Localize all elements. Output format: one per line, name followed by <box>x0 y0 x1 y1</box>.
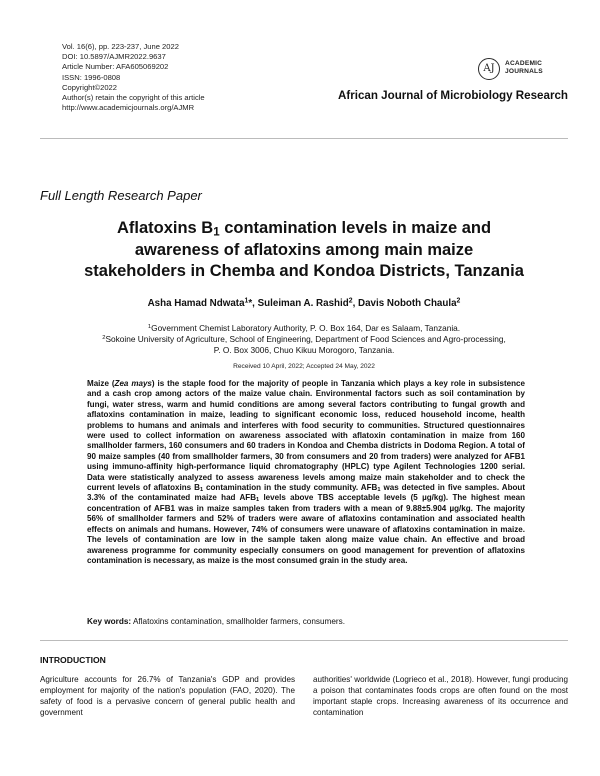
logo-wordmark <box>505 60 543 76</box>
species-name: Zea mays <box>114 379 152 388</box>
title-text-cont: contamination levels in maize and <box>219 219 492 237</box>
subscript: 1 <box>256 497 260 504</box>
meta-copyright: Copyright©2022 <box>62 82 117 92</box>
logo-mark: AJ <box>478 58 500 80</box>
section-divider <box>40 640 568 641</box>
body-column-left: Agriculture accounts for 26.7% of Tanzania's GDP and provides employment for majority of the nation's population (FAO, 2020). The safety of food is a pervasive concern of general public health and government <box>40 675 295 718</box>
title-line-2: awareness of aflatoxins among main maize <box>134 240 474 259</box>
header-divider <box>40 138 568 139</box>
meta-article-number: Article Number: AFA605069202 <box>62 62 169 72</box>
title-line-3: stakeholders in Chemba and Kondoa Districts, Tanzania <box>84 262 524 280</box>
affiliation-2-cont: P. O. Box 3006, Chuo Kikuu Morogoro, Tanzania. <box>213 345 395 355</box>
affiliation-2 <box>40 334 568 345</box>
meta-url[interactable]: http://www.academicjournals.org/AJMR <box>62 103 195 113</box>
journal-name: African Journal of Microbiology Research <box>338 89 568 102</box>
author-name: Asha Hamad Ndwata <box>147 298 245 309</box>
paper-type: Full Length Research Paper <box>40 188 202 203</box>
article-metadata <box>62 42 205 113</box>
author-list <box>40 298 568 309</box>
title-text: Aflatoxins B <box>116 219 214 237</box>
affiliation-1 <box>40 323 568 334</box>
subscript: 1 <box>199 487 204 494</box>
paper-title <box>40 218 568 283</box>
abstract-text: ) is the staple food for the majority of people in Tanzania which plays a key role in subsistence and a cash crop among actors of the maize value chain. Environmental factors such as soil contamination by fungi, water stress, warm and humid conditions are among several factors contributing to fungal growth and aflatoxins contamination in maize, leading to significant economic loss, reduced household income, health problems to humans and animals and interferes with food security to communities. Structured questionnaires were used to collect information on awareness associated with aflatoxin contamination in maize from 160 smallholder farmers, 160 consumers and 60 traders in Kondoa and Chemba districts in Dodoma Region. A total of 90 maize samples (40 from smallholder farmers, 30 from consumers and 20 from traders) were analyzed for AFB1 using immuno-affinity high-performance liquid chromatography (HPLC) type Agilent Technologies 1200 serial. Data were statistically analyzed to assess awareness levels among maize main stakeholder and to check the current levels of aflatoxins B <box>87 379 525 493</box>
meta-issn: ISSN: 1996-0808 <box>62 72 121 82</box>
keywords-label: Key words: <box>87 617 132 626</box>
publisher-logo <box>478 58 568 84</box>
affiliation-text: Sokoine University of Agriculture, School of Engineering, Department of Food Sciences and Agro-processing, <box>105 334 506 344</box>
affiliation-text: Government Chemist Laboratory Authority, P. O. Box 164, Dar es Salaam, Tanzania. <box>151 323 461 333</box>
keywords-text: Aflatoxins contamination, smallholder farmers, consumers. <box>131 617 346 626</box>
abstract-text: was detected in five samples. About 3.3% of the contaminated maize had AFB <box>87 483 525 503</box>
abstract-text: contamination in the study community. AFB <box>203 483 378 493</box>
author-separator: , <box>352 298 359 309</box>
abstract-text: Maize ( <box>87 379 115 388</box>
title-line-1 <box>40 218 568 240</box>
affiliation-mark: 2 <box>102 335 106 342</box>
abstract-text: levels above TBS acceptable levels (5 µg/kg). The highest mean concentration of AFB1 was in maize samples taken from traders with a mean of 9.88±5.904 µg/kg. The majority 56% of smallholder farmers and 52% of traders were aware of aflatoxins contamination and associated health effects on animals and humans. However, 74% of consumers were unaware of aflatoxins contamination in maize. The levels of contamination are low in the sample taken along maize value chain. An effective and broad awareness programme for community especially consumers on good management for prevention of aflatoxins contamination is necessary, as maize is the most consumed grain in the study area. <box>87 493 525 565</box>
meta-rights: Author(s) retain the copyright of this article <box>62 93 205 103</box>
body-column-right: authorities' worldwide (Logrieco et al., 2018). However, fungi producing a poison that contaminates foods crops are often found on the most important staple crops. Increasing awareness of its occurrence and contamination <box>313 675 568 718</box>
keywords <box>87 617 527 626</box>
logo-line-2: JOURNALS <box>505 68 543 75</box>
received-accepted-dates: Received 10 April, 2022; Accepted 24 May, 2022 <box>233 363 375 370</box>
title-subscript: 1 <box>213 226 220 239</box>
logo-line-1: ACADEMIC <box>505 60 543 67</box>
abstract <box>87 379 525 566</box>
affiliations <box>40 323 568 356</box>
meta-doi: DOI: 10.5897/AJMR2022.9637 <box>62 52 166 62</box>
section-heading: INTRODUCTION <box>40 655 106 665</box>
meta-volume: Vol. 16(6), pp. 223-237, June 2022 <box>62 42 179 51</box>
author-name: Davis Noboth Chaula <box>358 298 457 309</box>
affiliation-mark: 1 <box>147 324 152 331</box>
subscript: 1 <box>377 487 381 494</box>
author-affiliation-mark: 2 <box>456 297 461 305</box>
author-affiliation-mark: 1 <box>244 297 249 305</box>
author-separator: *, <box>248 298 258 309</box>
author-affiliation-mark: 2 <box>348 297 353 305</box>
author-name: Suleiman A. Rashid <box>257 298 349 309</box>
